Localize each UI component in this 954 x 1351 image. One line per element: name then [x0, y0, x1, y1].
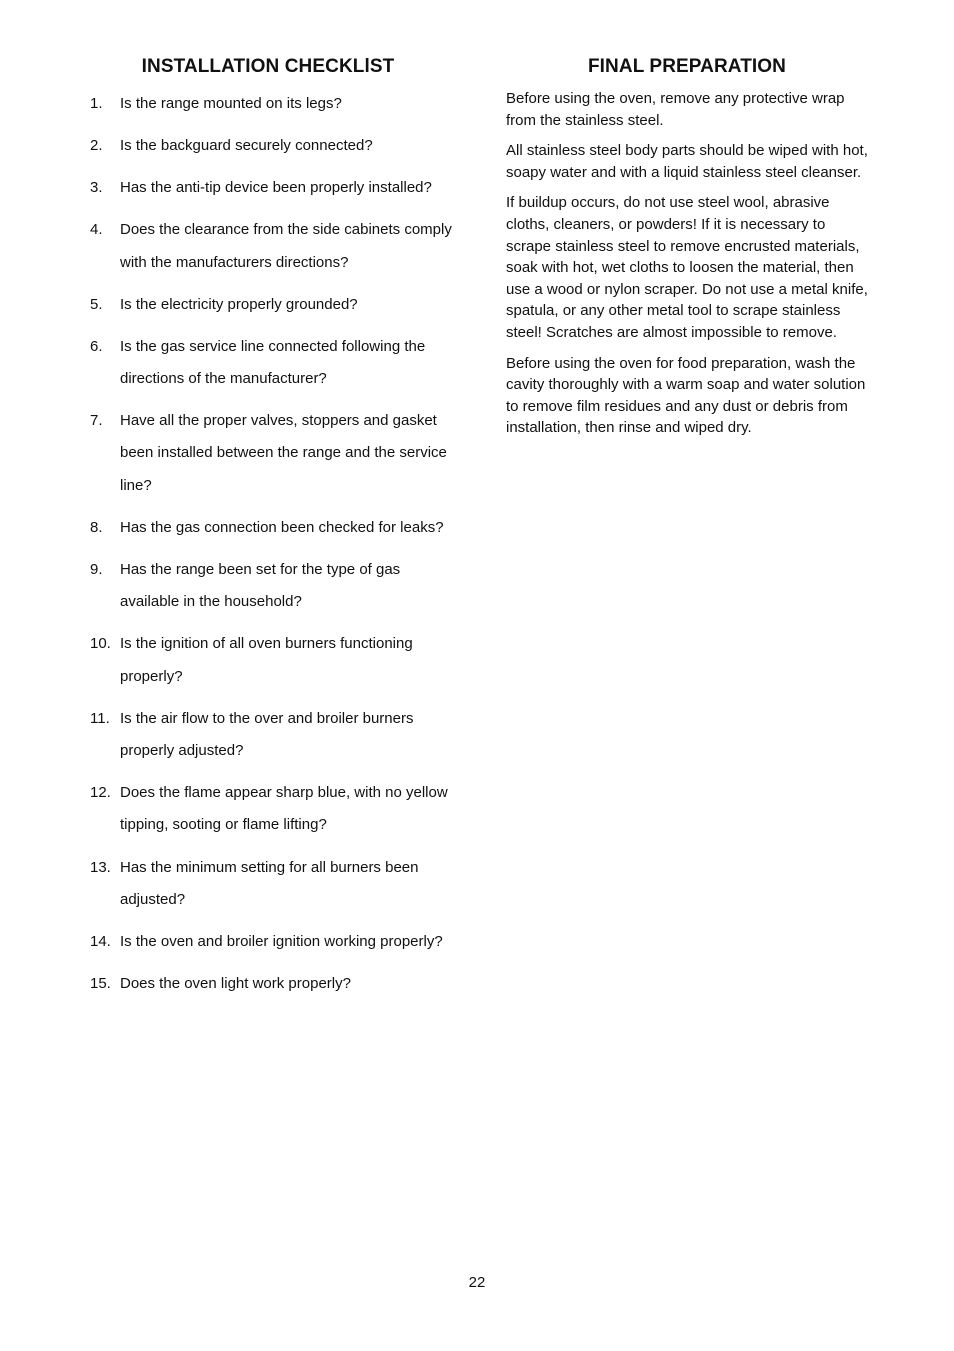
item-text: Is the ignition of all oven burners functioning properly?: [120, 635, 413, 685]
item-number: 13.: [90, 858, 111, 876]
checklist-item: [90, 289, 452, 321]
item-number: 4.: [90, 221, 103, 239]
item-text: Does the oven light work properly?: [120, 974, 351, 992]
final-preparation-section: [506, 52, 868, 448]
page-number: 22: [468, 1274, 486, 1291]
checklist-item: [90, 172, 452, 204]
item-text: Is the range mounted on its legs?: [120, 95, 342, 112]
checklist-item: [90, 88, 452, 120]
item-text: Is the backguard securely connected?: [120, 137, 373, 155]
item-number: 5.: [90, 295, 103, 313]
checklist: [90, 88, 452, 1000]
item-text: Has the anti-tip device been properly installed?: [120, 179, 432, 197]
item-number: 9.: [90, 560, 103, 578]
item-number: 3.: [90, 179, 103, 197]
item-number: 15.: [90, 974, 111, 992]
item-text: Is the oven and broiler ignition working properly?: [120, 932, 443, 950]
item-number: 8.: [90, 518, 103, 536]
item-number: 1.: [90, 95, 103, 112]
checklist-item: [90, 628, 452, 693]
checklist-item: [90, 405, 452, 502]
item-number: 10.: [90, 635, 111, 653]
final-preparation-paragraph: Before using the oven for food preparation, wash the cavity thoroughly with a warm soap and water solution to remove film residues and any dust or debris from installation, then rinse and wiped dry.: [506, 354, 866, 437]
item-text: Does the clearance from the side cabinets comply with the manufacturers directions?: [120, 221, 452, 271]
checklist-item: [90, 926, 452, 958]
checklist-item: [90, 703, 452, 768]
item-text: Is the electricity properly grounded?: [120, 295, 358, 313]
checklist-item: [90, 852, 452, 917]
item-text: Has the gas connection been checked for leaks?: [120, 518, 444, 536]
final-preparation-paragraph: All stainless steel body parts should be wiped with hot, soapy water and with a liquid stainless steel cleanser.: [506, 142, 868, 181]
installation-checklist-section: [90, 52, 452, 1010]
checklist-item: [90, 968, 452, 1000]
checklist-item: [90, 777, 452, 842]
final-preparation-paragraph: Before using the oven, remove any protective wrap from the stainless steel.: [506, 90, 845, 129]
item-text: Is the gas service line connected following the directions of the manufacturer?: [120, 337, 426, 388]
final-preparation-title: FINAL PREPARATION: [587, 56, 787, 77]
item-text: Have all the proper valves, stoppers and gasket been installed between the range and the service line?: [120, 412, 447, 494]
item-text: Has the minimum setting for all burners been adjusted?: [120, 858, 419, 908]
item-number: 7.: [90, 412, 103, 430]
checklist-item: [90, 554, 452, 619]
final-preparation-paragraph: If buildup occurs, do not use steel wool, abrasive cloths, cleaners, or powders! If it is necessary to scrape stainless steel to remove encrusted materials, soak with hot, wet cloths to loosen the material, then use a wood or nylon scraper. Do not use a metal knife, spatula, or any other metal tool to scrape stainless steel! Scratches are almost impossible to remove.: [506, 194, 868, 341]
checklist-item: [90, 130, 452, 162]
checklist-item: [90, 331, 452, 396]
installation-checklist-title: INSTALLATION CHECKLlST: [141, 56, 395, 77]
checklist-item: [90, 512, 452, 544]
item-number: 14.: [90, 932, 111, 950]
item-number: 2.: [90, 137, 103, 155]
item-text: Has the range been set for the type of gas available in the household?: [120, 560, 401, 611]
item-number: 12.: [90, 784, 111, 802]
item-text: Is the air flow to the over and broiler burners properly adjusted?: [120, 709, 414, 760]
item-number: 6.: [90, 337, 103, 355]
item-text: Does the flame appear sharp blue, with no yellow tipping, sooting or flame lifting?: [120, 784, 448, 834]
item-number: 11.: [90, 709, 110, 727]
checklist-item: [90, 214, 452, 279]
